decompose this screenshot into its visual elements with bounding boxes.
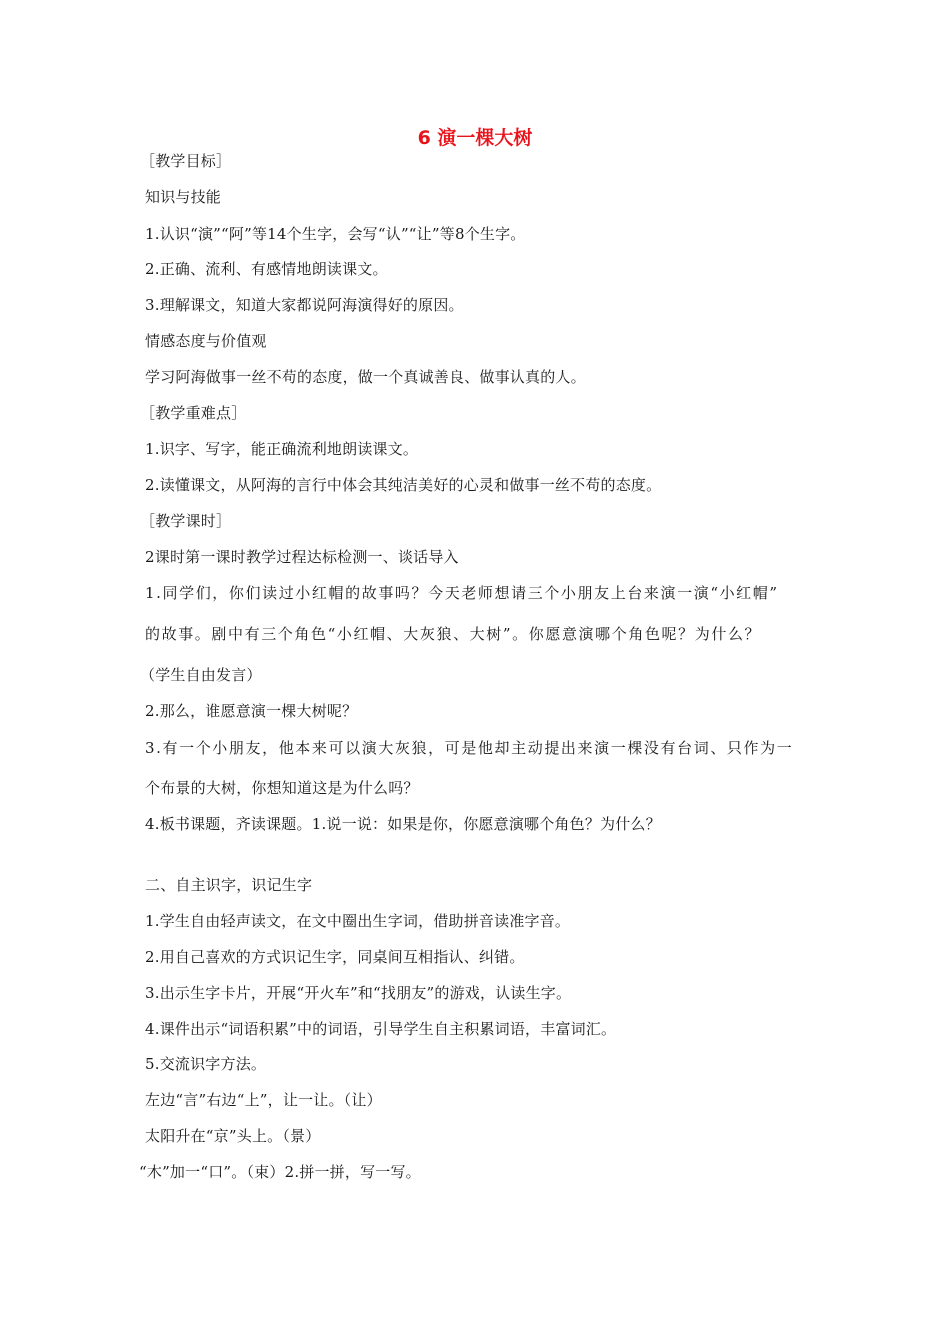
paragraph-line: 3.有一个小朋友，他本来可以演大灰狼，可是他却主动提出来演一棵没有台词、只作为一 — [145, 739, 794, 757]
paragraph-line: 1.同学们，你们读过小红帽的故事吗？今天老师想请三个小朋友上台来演一演“小红帽” — [145, 584, 779, 602]
paragraph-line: 学习阿海做事一丝不苟的态度，做一个真诚善良、做事认真的人。 — [145, 368, 586, 386]
paragraph-line: 2.用自己喜欢的方式识记生字，同桌间互相指认、纠错。 — [145, 948, 525, 966]
subheading-knowledge-skills: 知识与技能 — [145, 188, 222, 206]
paragraph-line: 1.识字、写字，能正确流利地朗读课文。 — [145, 440, 419, 458]
paragraph-line: 1.认识“演”“阿”等14个生字，会写“认”“让”等8个生字。 — [145, 225, 526, 243]
paragraph-line: 4.板书课题，齐读课题。1.说一说：如果是你，你愿意演哪个角色？为什么？ — [145, 815, 661, 833]
paragraph-line: 的故事。剧中有三个角色“小红帽、大灰狼、大树”。你愿意演哪个角色呢？为什么？ — [145, 625, 762, 643]
paragraph-line: 2.那么，谁愿意演一棵大树呢？ — [145, 702, 358, 720]
paragraph-line: 3.理解课文，知道大家都说阿海演得好的原因。 — [145, 296, 464, 314]
subheading-emotion-values: 情感态度与价值观 — [145, 332, 267, 350]
section-heading-class-hours: ［教学课时］ — [140, 512, 232, 530]
section-heading-self-literacy: 二、自主识字，识记生字 — [145, 876, 313, 894]
paragraph-line: 个布景的大树，你想知道这是为什么吗？ — [145, 779, 419, 797]
paragraph-line: 2课时第一课时教学过程达标检测一、谈话导入 — [145, 548, 459, 566]
section-heading-teaching-goals: ［教学目标］ — [140, 152, 232, 170]
paragraph-line: “木”加一“口”。（束）2.拼一拼，写一写。 — [139, 1163, 421, 1181]
paragraph-line: 1.学生自由轻声读文，在文中圈出生字词，借助拼音读准字音。 — [145, 912, 571, 930]
paragraph-line: 2.读懂课文，从阿海的言行中体会其纯洁美好的心灵和做事一丝不苟的态度。 — [145, 476, 662, 494]
paragraph-line: 4.课件出示“词语积累”中的词语，引导学生自主积累词语，丰富词汇。 — [145, 1020, 617, 1038]
document-title: 6 演一棵大树 — [417, 127, 533, 149]
paragraph-line: 5.交流识字方法。 — [145, 1055, 267, 1073]
paragraph-line: 左边“言”右边“上”，让一让。（让） — [145, 1091, 382, 1109]
section-heading-key-difficulties: ［教学重难点］ — [140, 404, 247, 422]
paragraph-line: 太阳升在“京”头上。（景） — [145, 1127, 321, 1145]
paragraph-line: （学生自由发言） — [140, 666, 262, 684]
paragraph-line: 2.正确、流利、有感情地朗读课文。 — [145, 260, 388, 278]
paragraph-line: 3.出示生字卡片，开展“开火车”和“找朋友”的游戏，认读生字。 — [145, 984, 572, 1002]
